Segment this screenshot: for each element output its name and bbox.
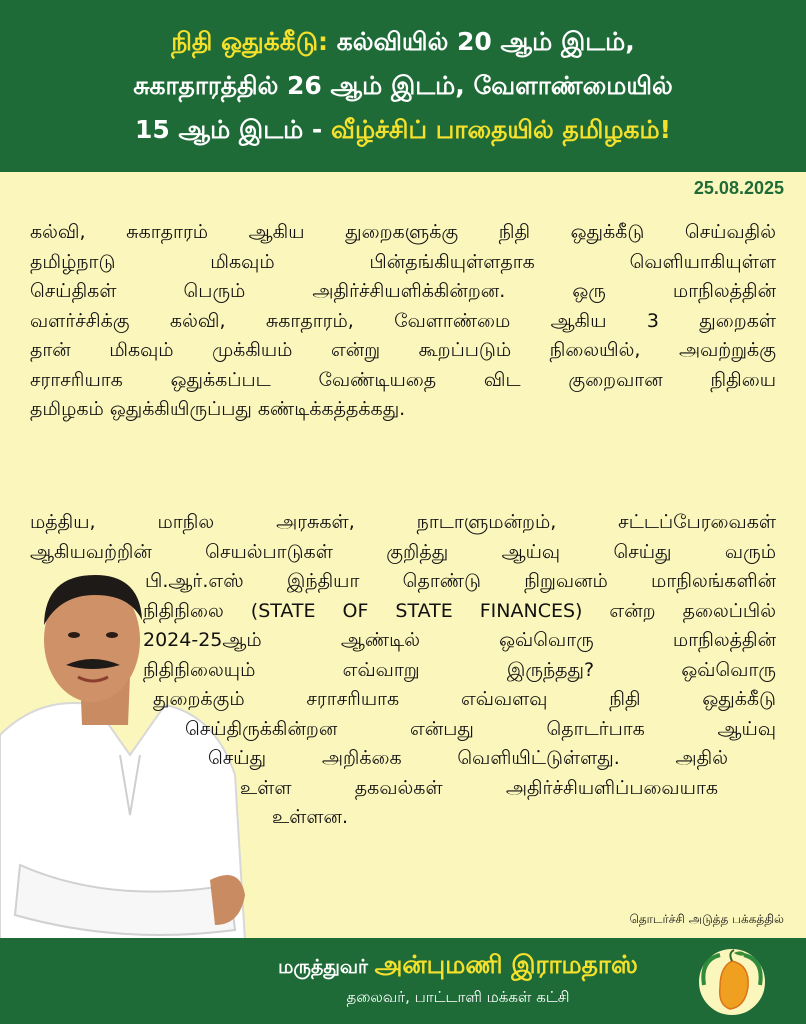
signatory-role: தலைவர், பாட்டாளி மக்கள் கட்சி bbox=[346, 988, 570, 1006]
signatory-name bbox=[268, 950, 648, 983]
paragraph-2-line: மத்திய, மாநில அரசுகள், நாடாளுமன்றம், சட்டப்பேரவைகள் bbox=[30, 511, 776, 533]
headline-highlight-3: வீழ்ச்சிப் பாதையில் தமிழகம்! bbox=[331, 115, 672, 144]
paragraph-2-line: உள்ள தகவல்கள் அதிர்ச்சியளிப்பவையாக bbox=[240, 776, 718, 799]
date-label: 25.08.2025 bbox=[693, 178, 784, 198]
paragraph-2-line: செய்து அறிக்கை வெளியிட்டுள்ளது. அதில் bbox=[208, 747, 728, 769]
paragraph-1-line: தமிழ்நாடு மிகவும் பின்தங்கியுள்ளதாக வெளியாகியுள்ள bbox=[30, 250, 776, 273]
signatory-main-name: அன்புமணி இராமதாஸ் bbox=[374, 950, 638, 979]
continued-note: தொடர்ச்சி அடுத்த பக்கத்தில் bbox=[629, 912, 784, 926]
paragraph-2-line: நிதிநிலையும் எவ்வாறு இருந்தது? ஒவ்வொரு bbox=[143, 658, 776, 681]
paragraph-1-line: தான் மிகவும் முக்கியம் என்று கூறப்படும் நிலையில், அவற்றுக்கு bbox=[30, 339, 776, 361]
headline-line-2: சுகாதாரத்தில் 26 ஆம் இடம், வேளாண்மையில் bbox=[133, 71, 673, 100]
signatory-prefix: மருத்துவர் bbox=[278, 956, 375, 978]
headline-line-3 bbox=[135, 108, 671, 152]
paragraph-2-line: உள்ளன. bbox=[272, 806, 348, 828]
paragraph-2 bbox=[30, 508, 776, 833]
paragraph-2-line: நிதிநிலை (STATE OF STATE FINANCES) என்ற தலைப்பில் bbox=[143, 599, 776, 622]
party-mango-logo-icon bbox=[690, 945, 774, 1019]
paragraph-1-line: சராசரியாக ஒதுக்கப்பட வேண்டியதை விட குறைவான நிதியை bbox=[30, 368, 776, 391]
headline-banner bbox=[0, 0, 806, 172]
paragraph-2-line: ஆகியவற்றின் செயல்பாடுகள் குறித்து ஆய்வு செய்து வரும் bbox=[30, 540, 776, 563]
paragraph-1-line: தமிழகம் ஒதுக்கியிருப்பது கண்டிக்கத்தக்கது. bbox=[30, 398, 406, 420]
headline-line-1 bbox=[171, 20, 635, 64]
headline-text-3: 15 ஆம் இடம் - bbox=[134, 115, 332, 144]
paragraph-1 bbox=[30, 218, 776, 425]
paragraph-1-line: கல்வி, சுகாதாரம் ஆகிய துறைகளுக்கு நிதி ஒதுக்கீடு செய்வதில் bbox=[30, 221, 776, 243]
headline-highlight-1: நிதி ஒதுக்கீடு: bbox=[171, 27, 329, 56]
headline-text-1: கல்வியில் 20 ஆம் இடம், bbox=[328, 27, 635, 56]
paragraph-1-line: செய்திகள் பெரும் அதிர்ச்சியளிக்கின்றன. ஒரு மாநிலத்தின் bbox=[30, 280, 776, 302]
paragraph-1-line: வளர்ச்சிக்கு கல்வி, சுகாதாரம், வேளாண்மை ஆகிய 3 துறைகள் bbox=[30, 309, 776, 332]
paragraph-2-line: 2024-25ஆம் ஆண்டில் ஒவ்வொரு மாநிலத்தின் bbox=[143, 629, 776, 651]
paragraph-2-line: பி.ஆர்.எஸ் இந்தியா தொண்டு நிறுவனம் மாநிலங்களின் bbox=[145, 570, 776, 592]
paragraph-2-line: செய்திருக்கின்றன என்பது தொடர்பாக ஆய்வு bbox=[185, 717, 776, 740]
paragraph-2-line: துறைக்கும் சராசரியாக எவ்வளவு நிதி ஒதுக்கீடு bbox=[153, 688, 776, 710]
